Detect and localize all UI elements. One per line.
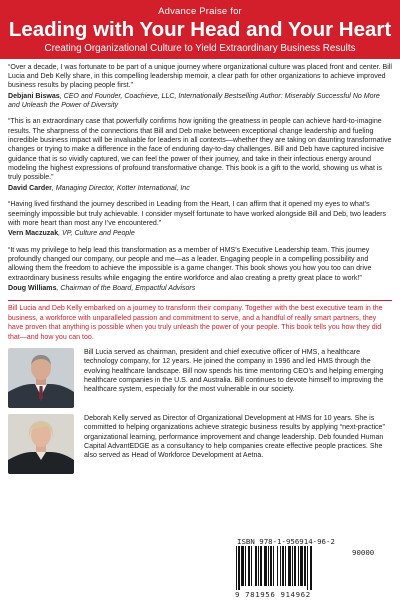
barcode-bar: [294, 546, 296, 586]
praise-quotes: [0, 59, 400, 302]
isbn-label: ISBN 978-1-956914-96-2: [237, 537, 335, 546]
barcode-bar: [285, 546, 286, 586]
barcode-bar: [298, 546, 299, 586]
praise-quote: [8, 200, 392, 238]
praise-quote: [8, 246, 392, 294]
quote-author: David Carder: [8, 184, 52, 192]
book-title: Leading with Your Head and Your Heart: [8, 18, 392, 41]
cover-header: [0, 0, 400, 59]
quote-text: “Having lived firsthand the journey described in Leading from the Heart, I can affirm that it opened my eyes to what’s seemingly impossible but truly achievable. I consider myself fortunate to have worked alongside Bill and Deb, two leaders with more heart than most any I’ve encountered.”: [8, 201, 386, 227]
quote-text: “It was my privilege to help lead this transformation as a member of HMS’s Executive Leadership team. This journey profoundly changed our company, our people and me—as a leader. Engaging people in a compelling possibility and allowing them the freedom to achieve the impossible is a game changer. This book shows you how you too can drive extraordinary business results while engaging the entire workforce and alao creating a pretty great place to work!”: [8, 246, 372, 282]
barcode-bar: [292, 546, 293, 586]
barcode-bar: [310, 546, 312, 590]
barcode-bar: [304, 546, 306, 586]
author-bio-bill: [0, 348, 400, 408]
author-bio-text: Deborah Kelly served as Director of Organizational Development at HMS for 10 years. She is committed to helping organizations achieve strategic business results by applying “next-practice” organizational learning, performance improvement and change leadership. Deb founded Human Capital AdvantEDGE as a consultancy to help companies create effective people practices. She also served as Head of Workforce Development at Aetna.: [84, 414, 385, 460]
portrait-image: [8, 414, 74, 474]
quote-attribution: [8, 92, 392, 111]
author-photo-deb: [8, 414, 74, 474]
barcode-bar: [277, 546, 278, 586]
author-photo-bill: [8, 348, 74, 408]
price-code: 90000: [352, 548, 375, 557]
quote-author-role: , Chairman of the Board, Empactful Advisors: [56, 285, 196, 293]
barcode-bar: [288, 546, 291, 586]
barcode-digits: 9 781956 914962: [235, 590, 311, 599]
praise-quote: [8, 63, 392, 111]
quote-text: “Over a decade, I was fortunate to be part of a unique journey where organizational culture was placed front and center. Bill Lucia and Deb Kelly share, in this compelling leadership memoir, a clear path for other organizations to achieve improved business results by placing people first.”: [8, 63, 392, 90]
book-intro: Bill Lucia and Deb Kelly embarked on a journey to transform their company. Together with the best executive team in the business, a workforce with unparalleled passion and commitment to serve, and a handful of really smart partners, they have proven that anything is possible when you truly unleash the power of your people. This book tells you how they did that—and how you can too.: [8, 305, 383, 341]
barcode-bar: [255, 546, 257, 586]
barcode-bar: [300, 546, 303, 586]
barcode-bar: [273, 546, 274, 586]
barcode-bar: [268, 546, 269, 586]
barcode-bar: [245, 546, 246, 586]
author-bio-deb: [0, 414, 400, 474]
author-bio-text: Bill Lucia served as chairman, president and chief executive officer of HMS, a healthcare technology company, for 12 years. He joined the company in 1996 and led HMS through the evolving healthcare landscape. Bill now spends his time mentoring CEO’s and helping emerging healthcare companies in the U.S. and Australia. Bill continues to devote himself to improving the healthcare system, especially for the most vulnerable in our society.: [84, 348, 384, 394]
quote-author-role: , CEO and Founder, Coachieve, LLC, Internationally Bestselling Author: Miserably Successful No More and Unleash the Power of Diversity: [8, 92, 380, 109]
barcode-bars: [234, 546, 346, 590]
barcode-bar: [251, 546, 252, 586]
barcode-bar: [248, 546, 250, 586]
barcode-bar: [236, 546, 237, 590]
barcode-bar: [282, 546, 284, 586]
quote-author-role: , VP, Culture and People: [58, 230, 135, 238]
quote-text: “This is an extraordinary case that powerfully confirms how igniting the greatness in people can achieve hard-to-imagine results. The sharpness of the connections that Bill and Deb make between exceptional change leadership and fueling incredible business impact will be invaluable for leaders in all contexts—whether they are taking on daunting transformative changes or trying to make a difference in the face of enduring day-to-day challenges. Bill and Deb have captured incisive guidance that is so vividly captured, we can feel the power of their journey, and take in their infectious energy around modeling the highest expressions of profound transformative change. This book is a gift to the world, showing us what is truly possible.”: [8, 118, 392, 182]
isbn-barcode: [234, 537, 374, 599]
quote-attribution: [8, 184, 392, 193]
barcode-bar: [280, 546, 281, 586]
barcode-bar: [307, 546, 308, 590]
advance-praise-label: Advance Praise for: [158, 6, 242, 17]
quote-author: Vern Maczuzak: [8, 230, 59, 238]
praise-quote: [8, 117, 392, 193]
barcode-bar: [260, 546, 262, 586]
book-subtitle: Creating Organizational Culture to Yield Extraordinary Business Results: [44, 42, 356, 54]
section-divider: [8, 300, 392, 301]
quote-attribution: [8, 284, 392, 293]
barcode-bar: [238, 546, 240, 590]
portrait-image: [8, 348, 74, 408]
barcode-bar: [258, 546, 259, 586]
quote-attribution: [8, 229, 392, 238]
quote-author-role: , Managing Director, Kotter International, Inc: [51, 184, 190, 192]
barcode-bar: [270, 546, 272, 586]
quote-author: Debjani Biswas: [8, 92, 60, 100]
quote-author: Doug Williams: [8, 285, 57, 293]
barcode-bar: [241, 546, 244, 586]
barcode-bar: [264, 546, 267, 586]
